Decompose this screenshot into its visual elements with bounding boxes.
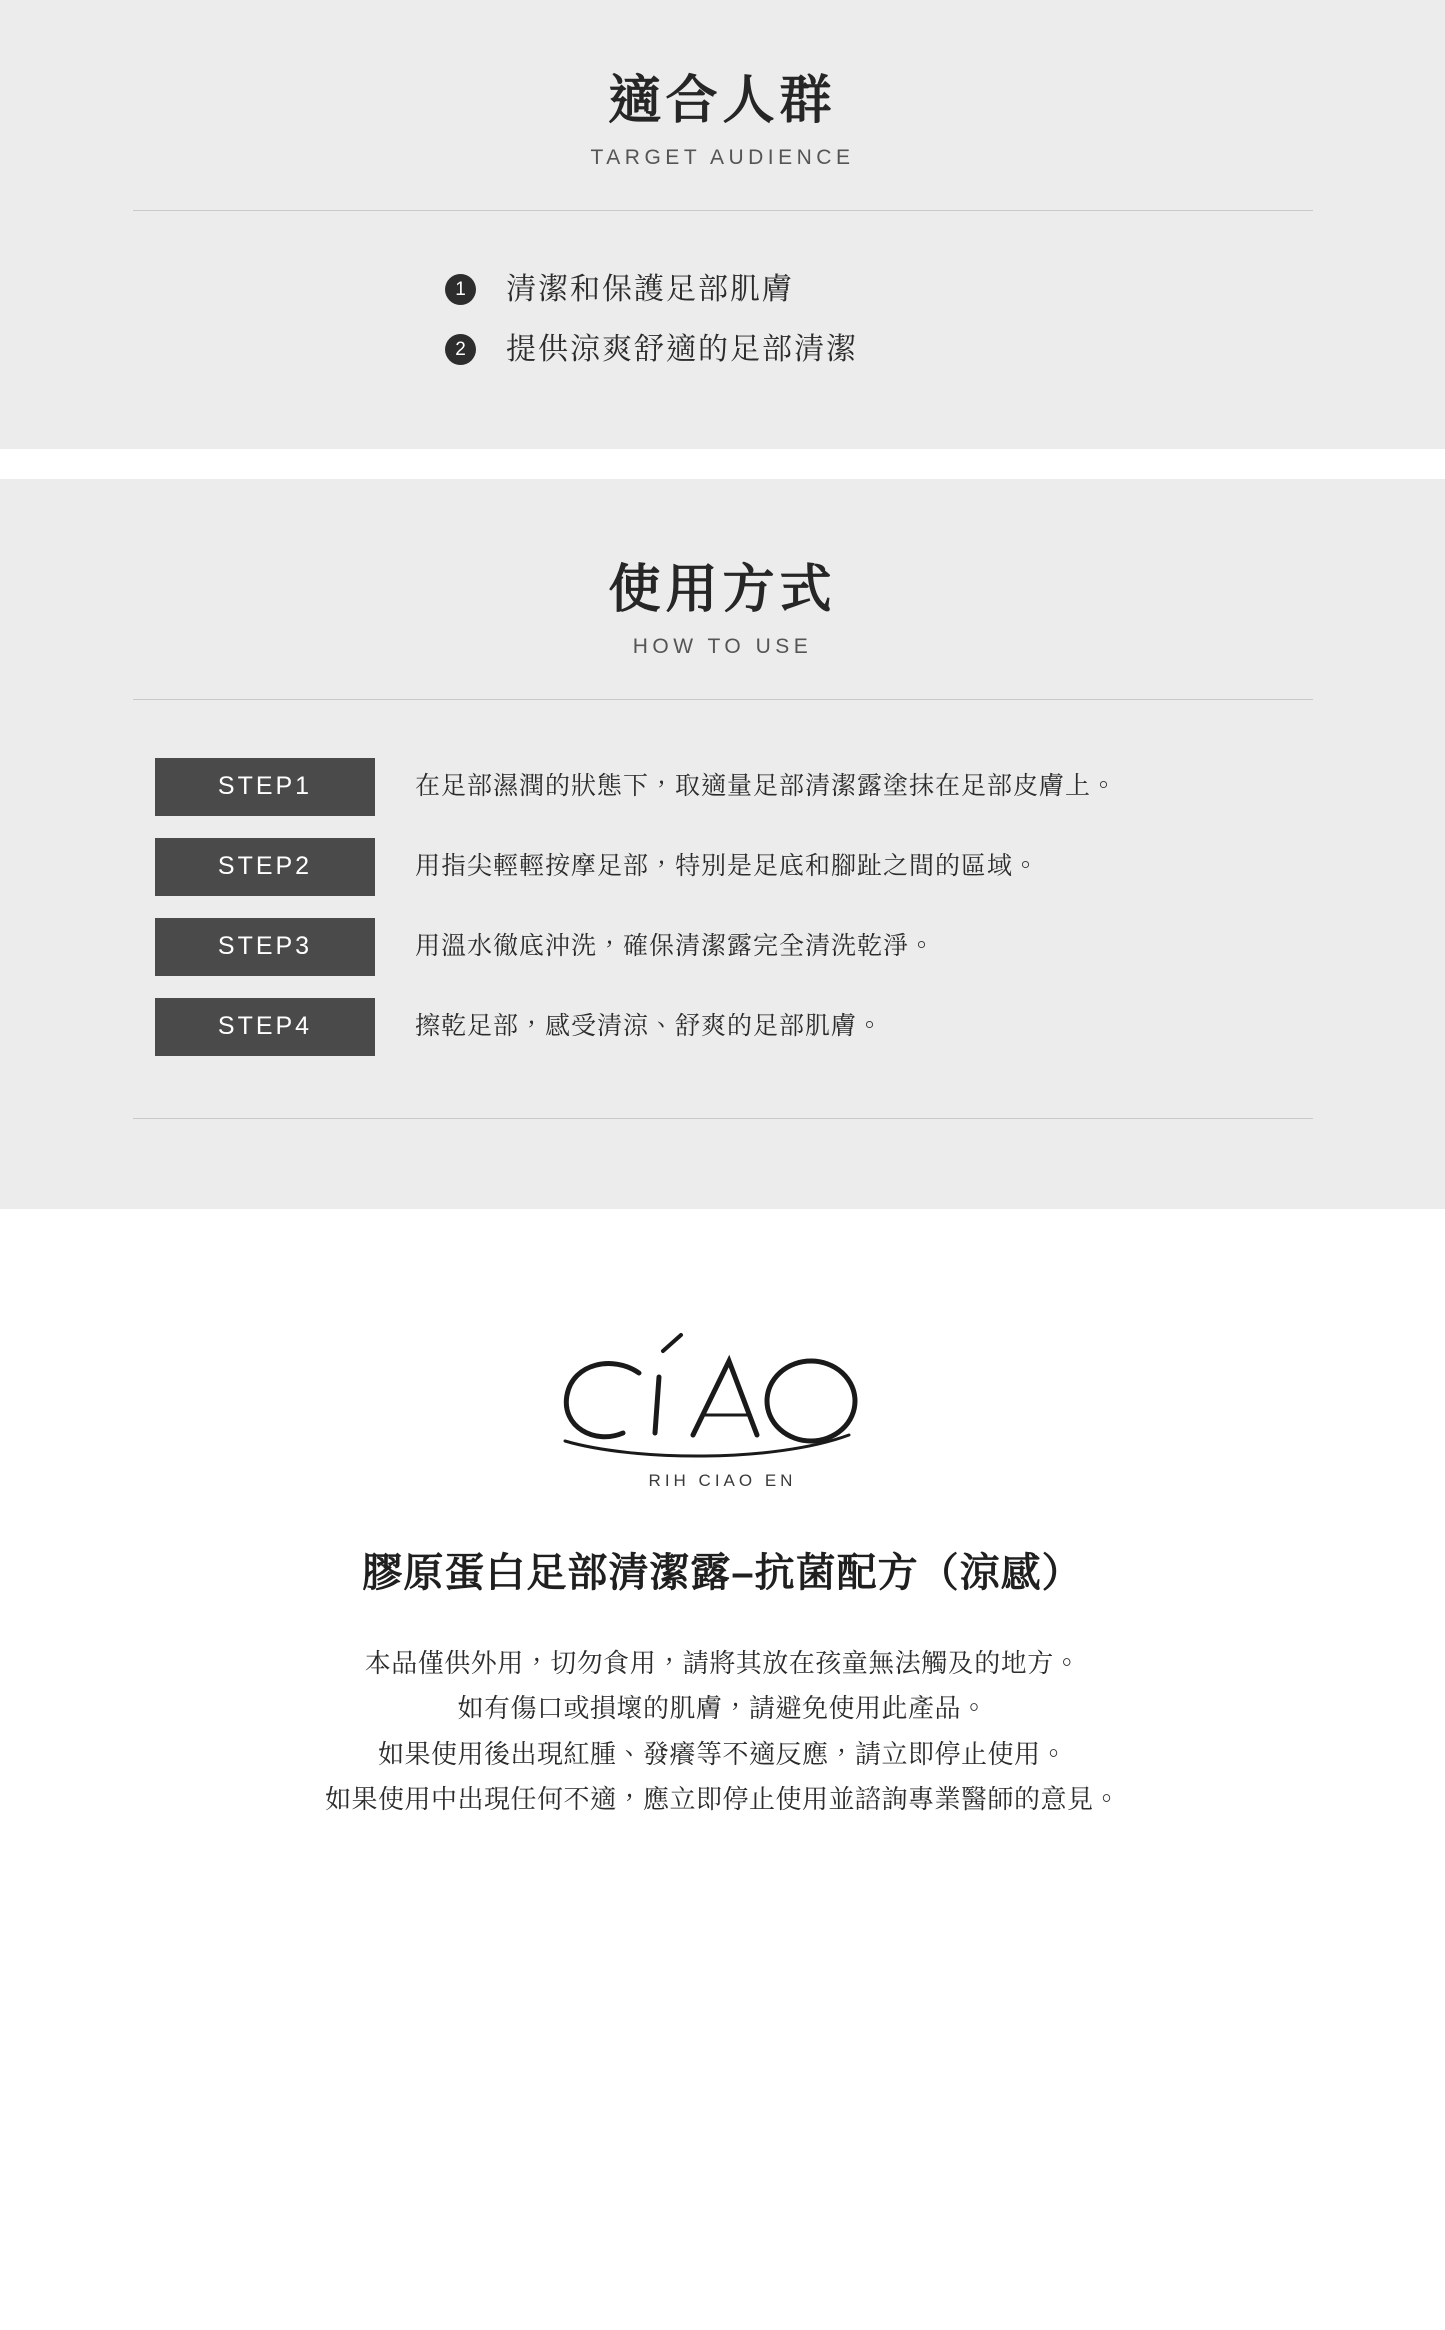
step-description: 在足部濕潤的狀態下，取適量足部清潔露塗抹在足部皮膚上。 xyxy=(415,772,1118,801)
step-row xyxy=(155,998,1340,1056)
brand-footer-section xyxy=(0,1209,1445,1913)
target-audience-subtitle: TARGET AUDIENCE xyxy=(590,145,855,169)
target-audience-list xyxy=(65,269,1380,371)
divider xyxy=(133,1118,1313,1119)
step-row xyxy=(155,838,1340,896)
ciao-logo-icon xyxy=(543,1329,903,1469)
step-badge: STEP1 xyxy=(155,758,375,816)
caution-notes xyxy=(0,1641,1445,1823)
list-item-label: 提供涼爽舒適的足部清潔 xyxy=(506,332,858,366)
list-item xyxy=(445,329,1380,371)
caution-line: 如果使用後出現紅腫、發癢等不適反應，請立即停止使用。 xyxy=(377,1738,1067,1769)
product-title: 膠原蛋白足部清潔露–抗菌配方（涼感） xyxy=(362,1550,1083,1595)
brand-logo xyxy=(0,1329,1445,1491)
how-to-use-subtitle: HOW TO USE xyxy=(632,634,813,658)
step-badge: STEP2 xyxy=(155,838,375,896)
brand-tagline: RIH CIAO EN xyxy=(648,1470,797,1490)
how-to-use-section xyxy=(0,479,1445,1209)
bullet-number-icon: 1 xyxy=(445,274,476,305)
steps-list xyxy=(65,758,1380,1056)
step-description: 擦乾足部，感受清涼、舒爽的足部肌膚。 xyxy=(415,1012,884,1041)
how-to-use-title: 使用方式 xyxy=(608,560,837,619)
bullet-number-icon: 2 xyxy=(445,334,476,365)
divider xyxy=(133,210,1313,211)
caution-line: 如有傷口或損壞的肌膚，請避免使用此產品。 xyxy=(457,1693,988,1724)
step-badge: STEP4 xyxy=(155,998,375,1056)
list-item xyxy=(445,269,1380,311)
step-badge: STEP3 xyxy=(155,918,375,976)
list-item-label: 清潔和保護足部肌膚 xyxy=(506,272,794,306)
target-audience-title: 適合人群 xyxy=(608,72,837,130)
caution-line: 本品僅供外用，切勿食用，請將其放在孩童無法觸及的地方。 xyxy=(364,1647,1081,1678)
step-row xyxy=(155,918,1340,976)
step-description: 用溫水徹底沖洗，確保清潔露完全清洗乾淨。 xyxy=(415,932,936,961)
step-row xyxy=(155,758,1340,816)
step-description: 用指尖輕輕按摩足部，特別是足底和腳趾之間的區域。 xyxy=(415,852,1040,881)
caution-line: 如果使用中出現任何不適，應立即停止使用並諮詢專業醫師的意見。 xyxy=(324,1784,1120,1815)
divider xyxy=(133,699,1313,700)
section-gap xyxy=(0,449,1445,479)
target-audience-section xyxy=(0,0,1445,449)
